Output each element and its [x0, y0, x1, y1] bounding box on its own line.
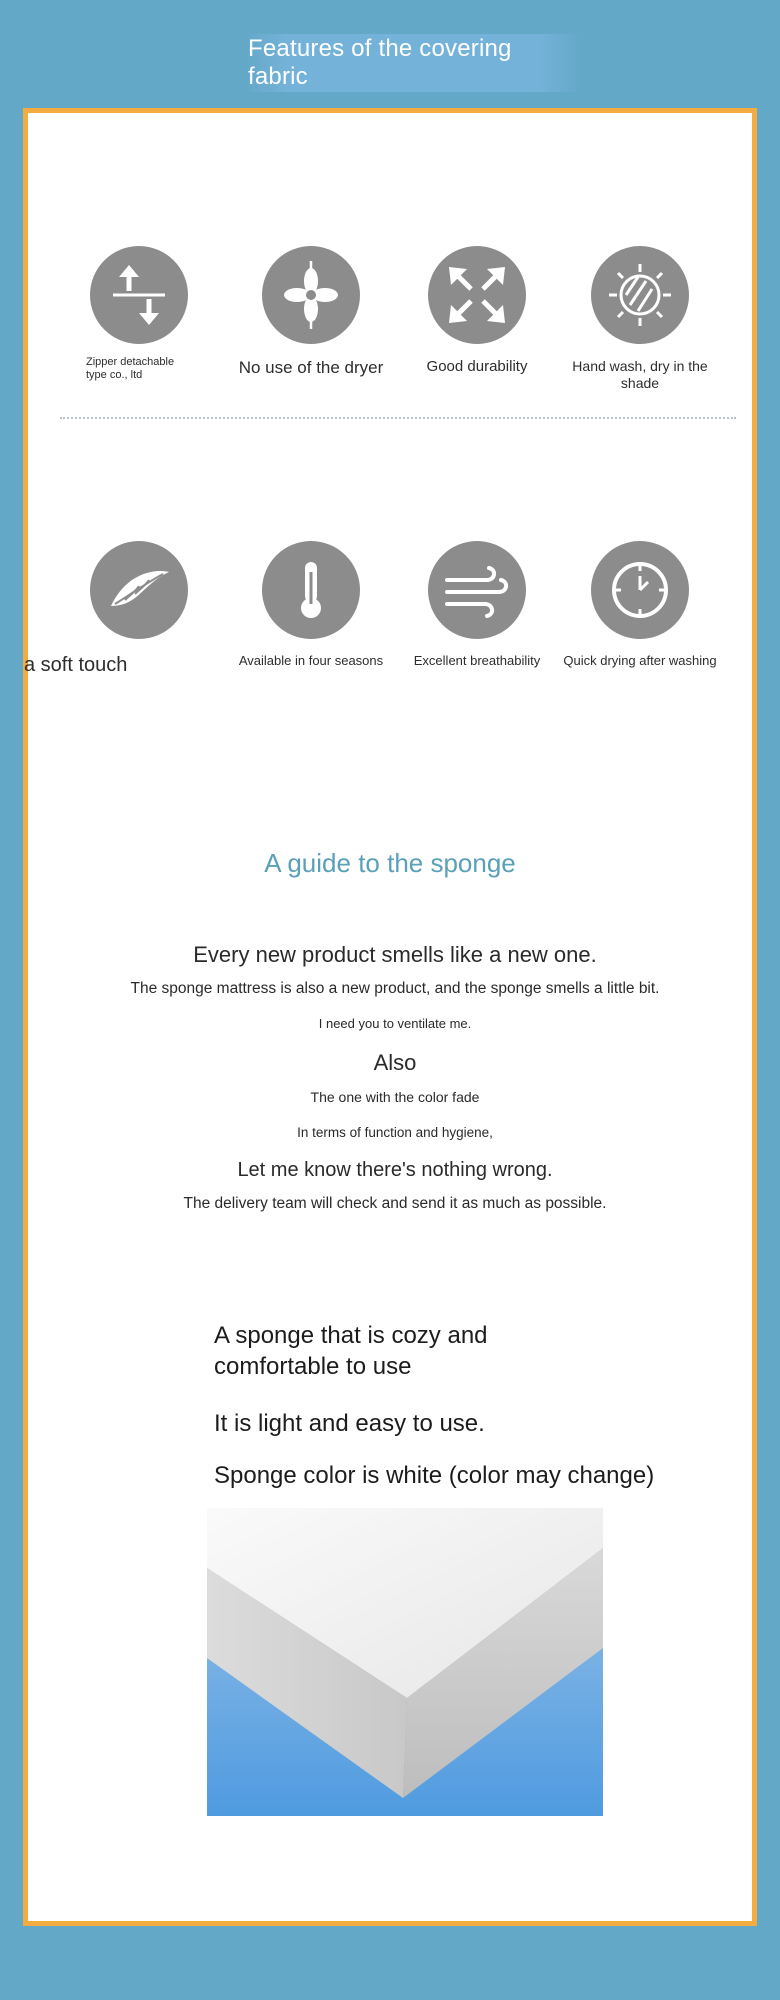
- guide-line: The one with the color fade: [310, 1089, 480, 1105]
- arrows-up-down-icon: [90, 246, 188, 344]
- feather-icon: [90, 541, 188, 639]
- feature-label: Good durability: [426, 358, 528, 375]
- feature-quick-drying: [556, 541, 724, 669]
- guide-line: I need you to ventilate me.: [318, 1016, 472, 1031]
- feature-hand-wash: [556, 246, 724, 392]
- feature-label: a soft touch: [24, 654, 128, 676]
- fan-icon: [262, 246, 360, 344]
- sponge-photo: [207, 1508, 603, 1816]
- clock-icon: [591, 541, 689, 639]
- feature-label: No use of the dryer: [238, 358, 384, 377]
- page-title: Features of the covering fabric: [248, 34, 578, 92]
- sponge-info-line: A sponge that is cozy and comfortable to use: [214, 1322, 488, 1381]
- sponge-info-line: Sponge color is white (color may change): [214, 1462, 655, 1489]
- feature-label: Excellent breathability: [413, 653, 541, 668]
- expand-arrows-icon: [428, 246, 526, 344]
- feature-breathability: [392, 541, 562, 669]
- guide-line: Let me know there's nothing wrong.: [237, 1159, 553, 1181]
- guide-title: A guide to the sponge: [264, 848, 516, 878]
- thermometer-icon: [262, 541, 360, 639]
- feature-label: Zipper detachable type co., ltd: [86, 356, 175, 382]
- feature-soft-touch: [24, 541, 224, 677]
- guide-line: The delivery team will check and send it as much as possible.: [183, 1195, 607, 1212]
- guide-line: In terms of function and hygiene,: [297, 1125, 493, 1140]
- feature-label: Available in four seasons: [238, 653, 384, 668]
- dotted-divider: [60, 417, 736, 419]
- feature-four-seasons: [226, 541, 396, 669]
- sponge-info-line: It is light and easy to use.: [214, 1410, 485, 1437]
- guide-line: Also: [373, 1050, 417, 1075]
- sun-shade-icon: [591, 246, 689, 344]
- feature-zipper: [54, 246, 224, 382]
- feature-label: Quick drying after washing: [563, 653, 717, 668]
- feature-durability: [392, 246, 562, 376]
- guide-line: The sponge mattress is also a new product, and the sponge smells a little bit.: [130, 980, 660, 997]
- wind-icon: [428, 541, 526, 639]
- feature-no-dryer: [226, 246, 396, 378]
- guide-line: Every new product smells like a new one.: [193, 942, 597, 967]
- feature-label: Hand wash, dry in the shade: [572, 358, 708, 391]
